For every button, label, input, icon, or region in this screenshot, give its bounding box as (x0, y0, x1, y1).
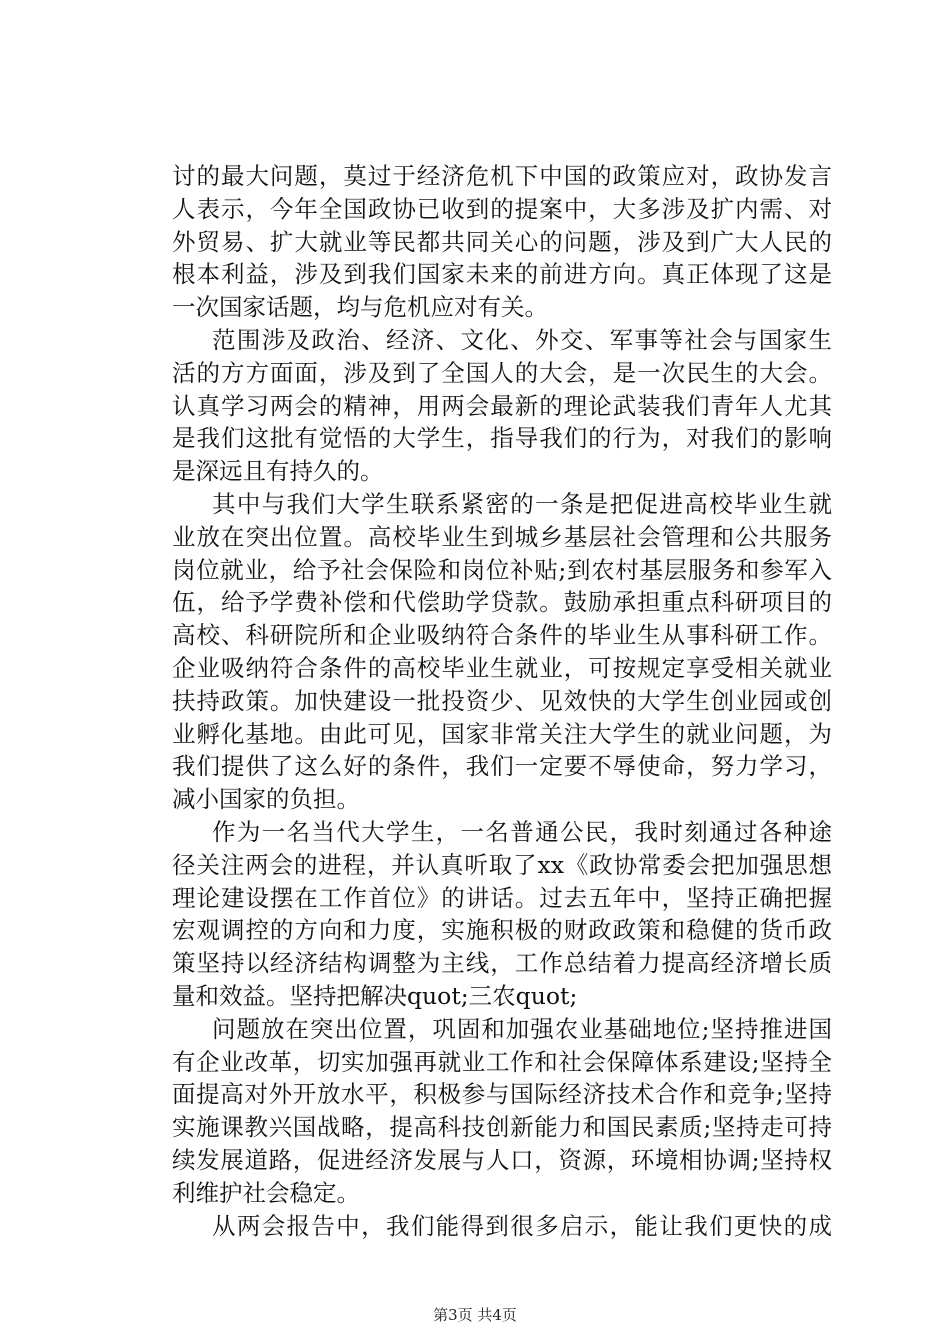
paragraph-start-line: 从两会报告中，我们能得到很多启示，能让我们更快的成 (212, 1211, 832, 1240)
text-line: 伍，给予学费补偿和代偿助学贷款。鼓励承担重点科研项目的 (172, 588, 832, 617)
text-line: 扶持政策。加快建设一批投资少、见效快的大学生创业园或创 (172, 686, 832, 715)
text-line: 策坚持以经济结构调整为主线，工作总结着力提高经济增长质 (172, 949, 832, 978)
text-line: 认真学习两会的精神，用两会最新的理论武装我们青年人尤其 (172, 391, 832, 420)
paragraph-start-line: 作为一名当代大学生，一名普通公民，我时刻通过各种途 (212, 818, 832, 846)
text-line: 企业吸纳符合条件的高校毕业生就业，可按规定享受相关就业 (172, 654, 832, 682)
text-line: 人表示，今年全国政协已收到的提案中，大多涉及扩内需、对 (172, 194, 832, 223)
text-line: 宏观调控的方向和力度，实施积极的财政政策和稳健的货币政 (172, 916, 832, 945)
text-line: 业放在突出位置。高校毕业生到城乡基层社会管理和公共服务 (172, 522, 832, 551)
text-line: 有企业改革，切实加强再就业工作和社会保障体系建设;坚持全 (172, 1047, 832, 1076)
text-line: 实施课教兴国战略，提高科技创新能力和国民素质;坚持走可持 (172, 1113, 832, 1142)
text-line: 理论建设摆在工作首位》的讲话。过去五年中，坚持正确把握 (172, 883, 832, 912)
text-line: 一次国家话题，均与危机应对有关。 (172, 293, 548, 322)
text-line: 讨的最大问题，莫过于经济危机下中国的政策应对，政协发言 (172, 162, 832, 190)
text-line: 量和效益。坚持把解决quot;三农quot; (172, 982, 578, 1010)
text-line: 是我们这批有觉悟的大学生，指导我们的行为，对我们的影响 (172, 424, 832, 453)
paragraph-start-line: 范围涉及政治、经济、文化、外交、军事等社会与国家生 (212, 326, 832, 354)
text-line: 根本利益，涉及到我们国家未来的前进方向。真正体现了这是 (172, 260, 832, 289)
text-line: 活的方方面面，涉及到了全国人的大会，是一次民生的大会。 (172, 358, 832, 387)
paragraph-start-line: 其中与我们大学生联系紧密的一条是把促进高校毕业生就 (212, 490, 832, 518)
page-footer: 第3页 共4页 (433, 1306, 517, 1324)
text-line: 岗位就业，给予社会保险和岗位补贴;到农村基层服务和参军入 (172, 555, 832, 584)
text-line: 我们提供了这么好的条件，我们一定要不辱使命，努力学习， (172, 752, 832, 781)
text-line: 面提高对外开放水平，积极参与国际经济技术合作和竞争;坚持 (172, 1080, 832, 1109)
paragraph-start-line: 问题放在突出位置，巩固和加强农业基础地位;坚持推进国 (212, 1014, 832, 1043)
text-line: 利维护社会稳定。 (172, 1178, 360, 1207)
text-line: 高校、科研院所和企业吸纳符合条件的毕业生从事科研工作。 (172, 621, 832, 650)
text-line: 业孵化基地。由此可见，国家非常关注大学生的就业问题，为 (172, 719, 832, 748)
text-line: 是深远且有持久的。 (172, 457, 384, 486)
text-line: 减小国家的负担。 (172, 785, 360, 814)
text-line: 外贸易、扩大就业等民都共同关心的问题，涉及到广大人民的 (172, 227, 832, 256)
text-line: 径关注两会的进程，并认真听取了xx《政协常委会把加强思想 (172, 850, 832, 879)
text-line: 续发展道路，促进经济发展与人口，资源，环境相协调;坚持权 (172, 1146, 832, 1174)
